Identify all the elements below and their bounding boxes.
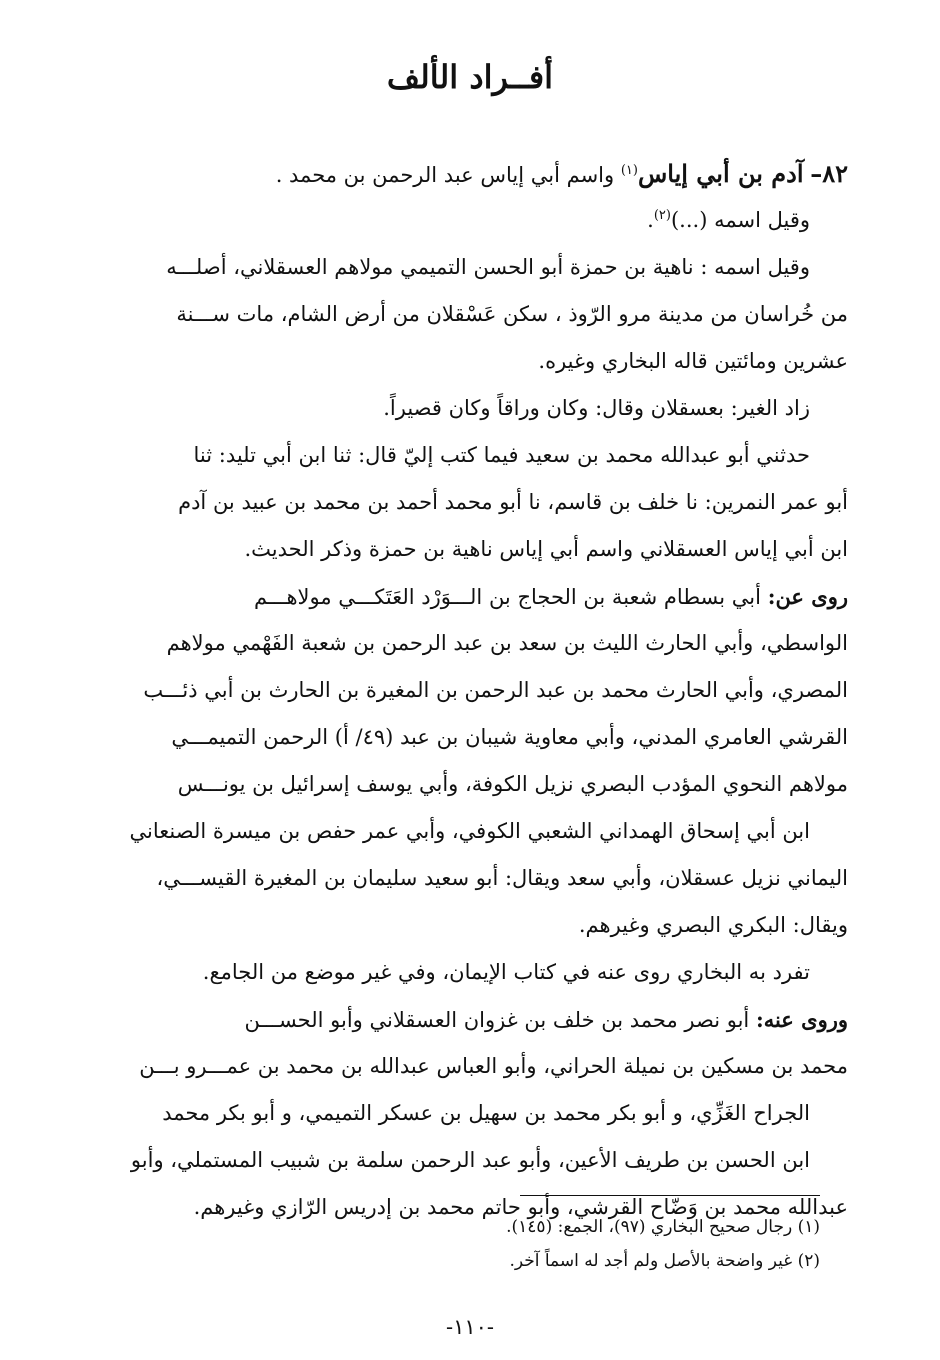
entry-title-rest: واسم أبي إياس عبد الرحمن بن محمد . [275, 163, 615, 187]
paragraph-line: أبو عمر النمرين: نا خلف بن قاسم، نا أبو محمد أحمد بن محمد بن عبيد بن آدم [178, 490, 848, 514]
paragraph-line: محمد بن مسكين بن نميلة الحراني، وأبو العباس عبدالله بن محمد بن عمـــرو بـــن [139, 1054, 848, 1078]
paragraph-line: مولاهم النحوي المؤدب البصري نزيل الكوفة، وأبي يوسف إسرائيل بن يونـــس [177, 772, 848, 796]
footnote-2: (٢) غير واضحة بالأصل ولم أجد له اسماً آخر. [509, 1251, 820, 1271]
paragraph-line: وقيل اسمه : ناهية بن حمزة أبو الحسن التميمي مولاهم العسقلاني، أصلـــه [166, 255, 810, 279]
paragraph-line: القرشي العامري المدني، وأبي معاوية شيبان بن عبد (٤٩/ أ) الرحمن التميمـــي [171, 725, 848, 749]
page-number: -١١٠- [445, 1315, 495, 1339]
paragraph-line: ويقال: البكري البصري وغيرهم. [578, 913, 848, 937]
narrated-by-line: وروى عنه: أبو نصر محمد بن خلف بن غزوان العسقلاني وأبو الحســـن [244, 1007, 848, 1032]
entry-name: آدم بن أبي إياس [637, 159, 804, 188]
paragraph-line: ابن أبي إياس العسقلاني واسم أبي إياس ناهية بن حمزة وذكر الحديث. [244, 537, 848, 561]
narrated-by-label: وروى عنه: [755, 1007, 848, 1032]
paragraph-line: اليماني نزيل عسقلان، وأبي سعد ويقال: أبو سعيد سليمان بن المغيرة القيســـي، [156, 866, 848, 890]
paragraph-line: الواسطي، وأبي الحارث الليث بن سعد بن عبد الرحمن بن شعبة الفَهْمي مولاهم [166, 631, 848, 655]
paragraph-line: عشرين ومائتين قاله البخاري وغيره. [538, 349, 848, 373]
paragraph-line: المصري، وأبي الحارث محمد بن عبد الرحمن بن المغيرة بن الحارث بن أبي ذئـــب [143, 678, 848, 702]
paragraph-line: الجراح الغَزِّي، و أبو بكر محمد بن سهيل بن عسكر التميمي، و أبو بكر محمد [162, 1101, 810, 1125]
paragraph-line: من خُراسان من مدينة مرو الرّوذ ، سكن عَسْقلان من أرض الشام، مات ســـنة [176, 302, 848, 326]
section-heading: أفــراد الألف [386, 58, 554, 96]
entry-alt-name-line: وقيل اسمه (...)$^{(٢)}$. [647, 208, 810, 232]
entry-alt-name: وقيل اسمه (...) [670, 208, 810, 232]
entry-title-line [100, 150, 848, 197]
paragraph-line: تفرد به البخاري روى عنه في كتاب الإيمان، وفي غير موضع من الجامع. [202, 960, 810, 984]
narrated-from-label: روى عن: [767, 584, 848, 609]
paragraph-line: زاد الغير: بعسقلان وقال: وكان وراقاً وكان قصيراً. [383, 396, 810, 420]
paragraph-line: ابن أبي إسحاق الهمداني الشعبي الكوفي، وأبي عمر حفص بن ميسرة الصنعاني [129, 819, 810, 843]
paragraph-line: ابن الحسن بن طريف الأعين، وأبو عبد الرحمن سلمة بن شبيب المستملي، وأبو [130, 1148, 810, 1172]
footnote-1: (١) رجال صحيح البخاري (٩٧)، الجمع: (١٤٥). [506, 1217, 820, 1237]
paragraph-line: حدثني أبو عبدالله محمد بن سعيد فيما كتب إليّ قال: ثنا ابن أبي تليد: ثنا [193, 443, 810, 467]
footnotes [220, 1210, 820, 1278]
narrated-from-line: روى عن: أبي بسطام شعبة بن الحجاج بن الـــوَرْد العَتَكـــي مولاهـــم [254, 584, 848, 609]
footnote-divider [520, 1195, 820, 1196]
footnote-ref-2[interactable]: (٢) [653, 208, 671, 223]
footnote-ref-1[interactable]: (١) [620, 163, 638, 178]
entry-number: ٨٢– [810, 159, 848, 188]
entry-body [100, 150, 848, 1231]
paragraph-line: عبدالله محمد بن وَضّاح القرشي، وأبو حاتم محمد بن إدريس الرّازي وغيرهم. [193, 1195, 848, 1219]
